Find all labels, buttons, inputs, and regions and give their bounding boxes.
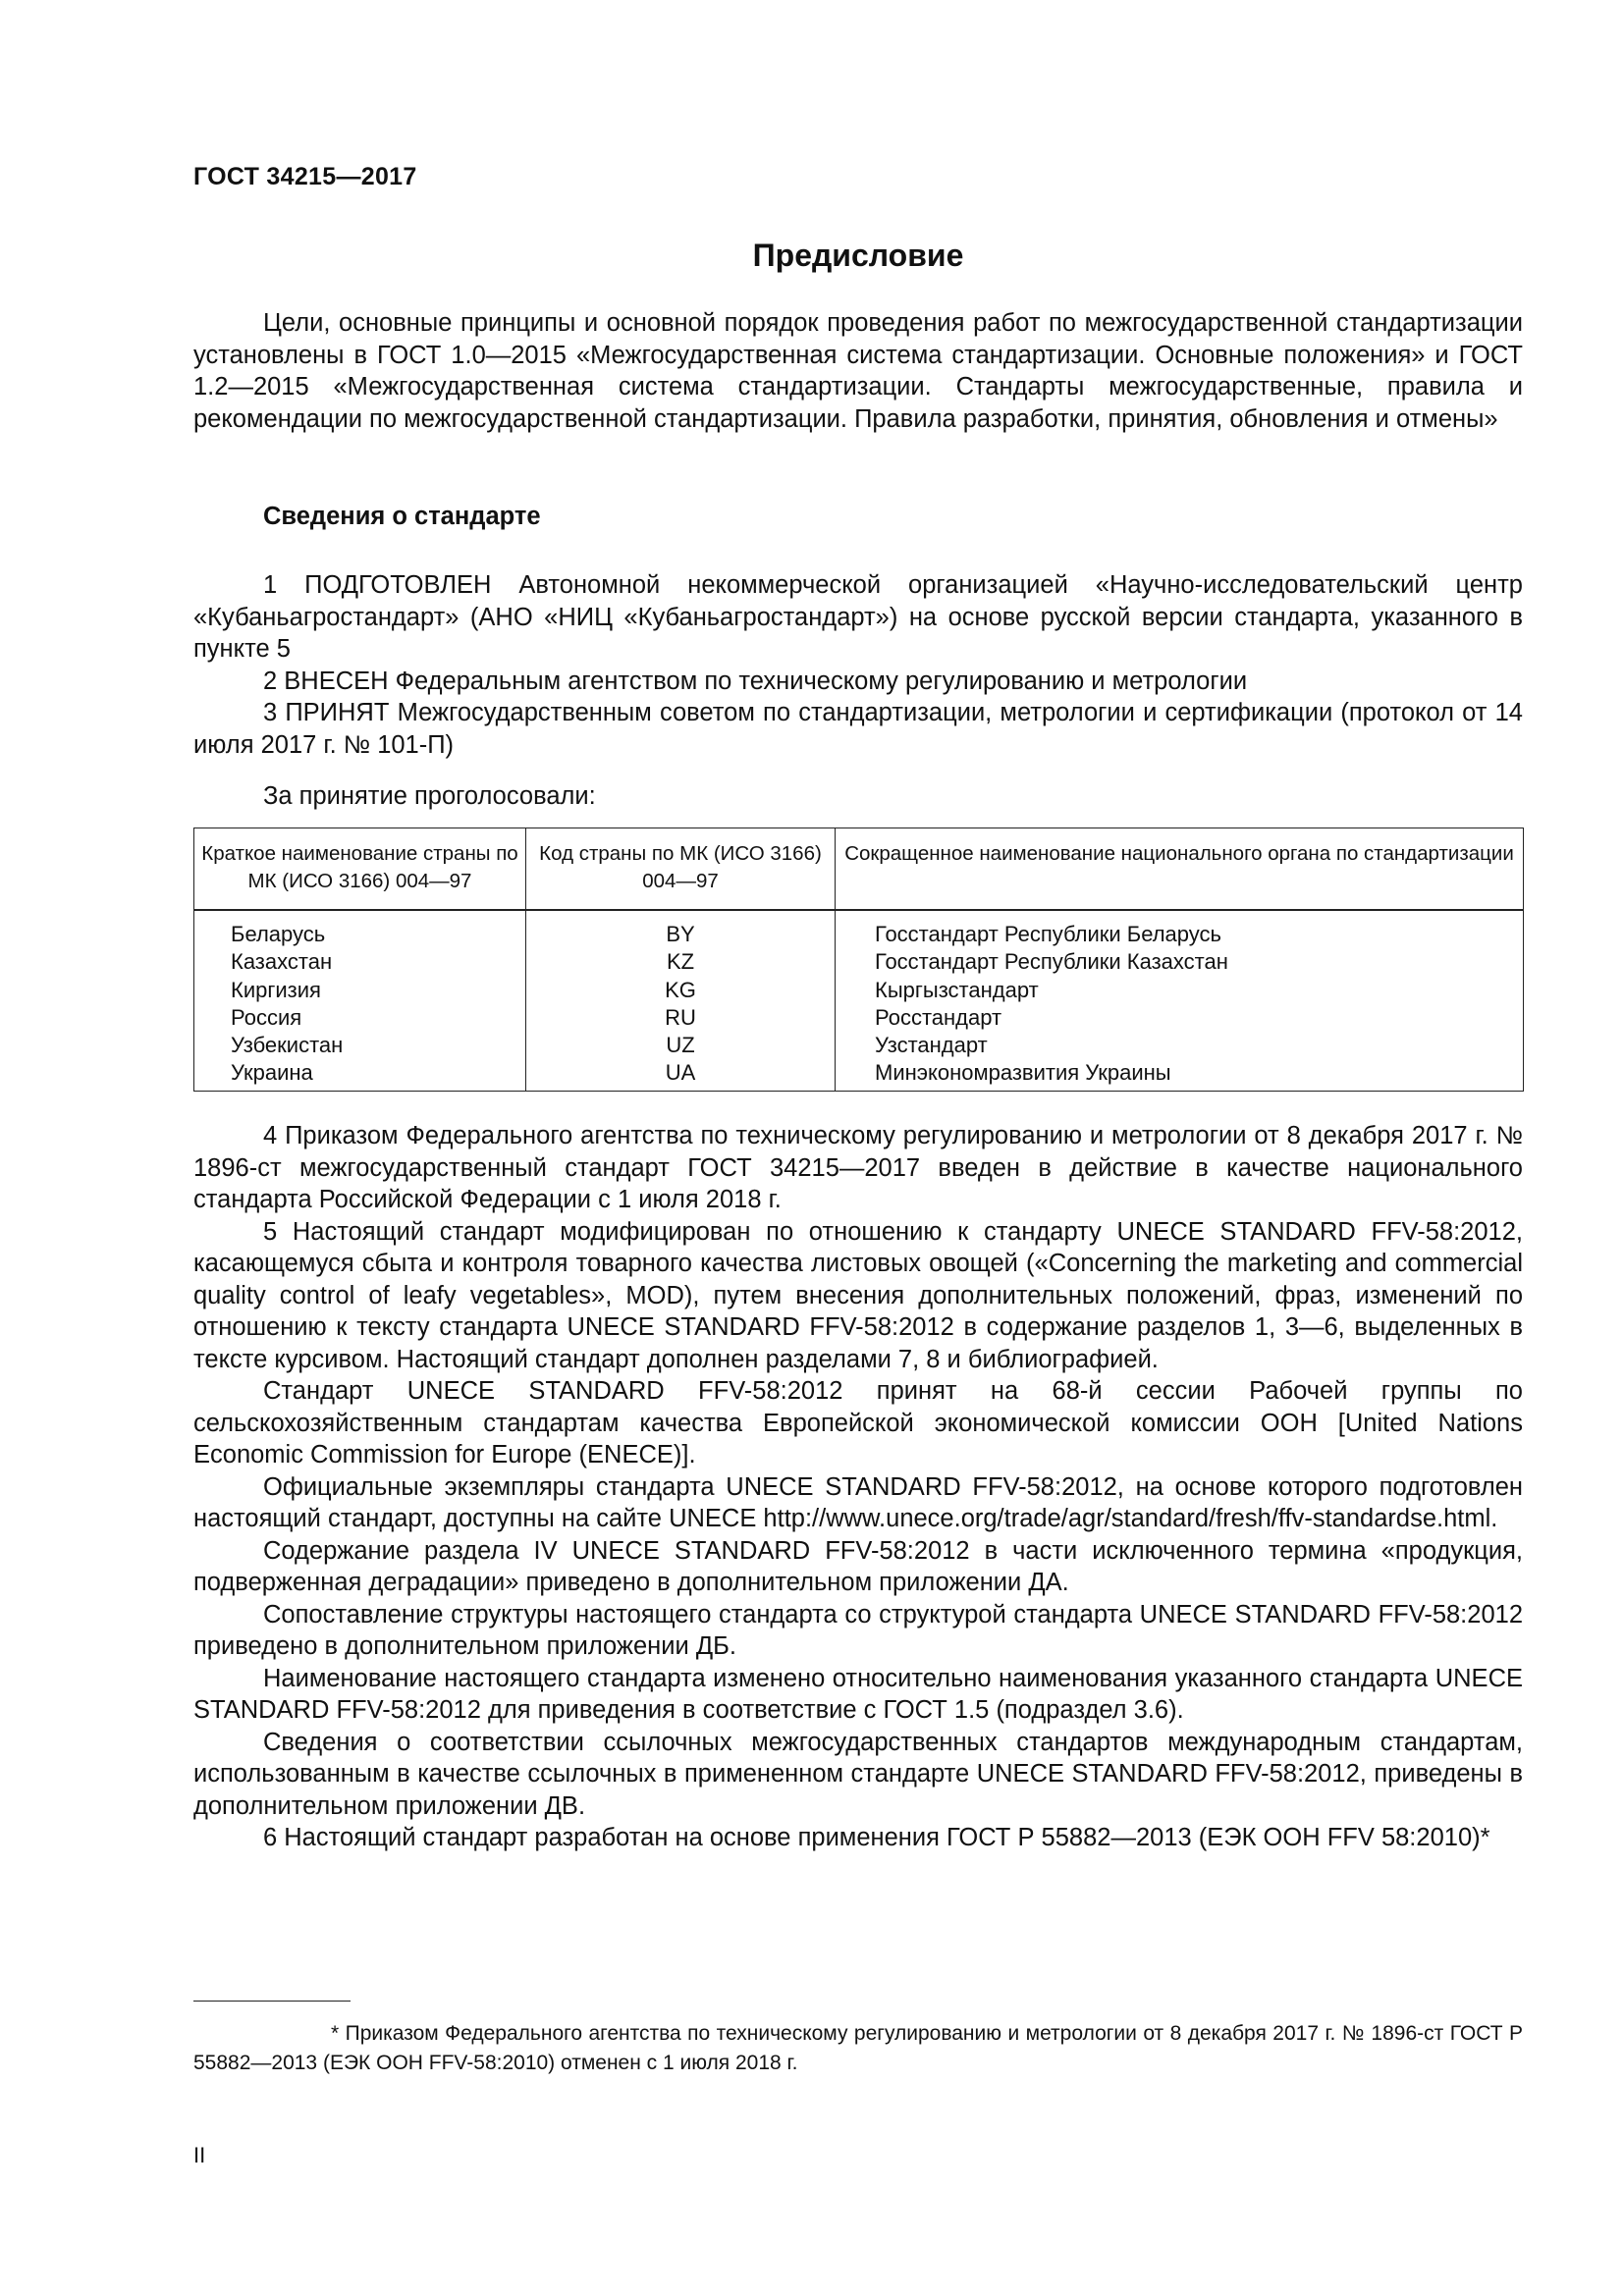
column-header-code: Код страны по МК (ИСО 3166) 004—97 (526, 828, 836, 911)
country-cell: Беларусь (194, 910, 526, 948)
page-title: Предисловие (752, 238, 964, 273)
code-cell: UA (526, 1059, 836, 1091)
country-cell: Узбекистан (194, 1032, 526, 1059)
agency-cell: Узстандарт (836, 1032, 1524, 1059)
info-paragraph-2: 2 ВНЕСЕН Федеральным агентством по техническому регулированию и метрологии (263, 667, 1248, 695)
table-row (194, 977, 1524, 1004)
standard-info-heading: Сведения о стандарте (263, 503, 541, 530)
info-paragraph-3: 3 ПРИНЯТ Межгосударственным советом по стандартизации, метрологии и сертификации (протокол от 14 июля 2017 г. № 101-П) (193, 699, 1523, 759)
info-paragraph-1: 1 ПОДГОТОВЛЕН Автономной некоммерческой организацией «Научно-исследовательский центр «Кубаньагростандарт» (АНО «НИЦ «Кубаньагростандарт») на основе русской версии стандарта, указанного в пункте 5 (193, 571, 1523, 663)
agency-cell: Кыргызстандарт (836, 977, 1524, 1004)
country-cell: Украина (194, 1059, 526, 1091)
code-cell: KG (526, 977, 836, 1004)
code-cell: RU (526, 1004, 836, 1032)
intro-paragraph: Цели, основные принципы и основной порядок проведения работ по межгосударственной стандартизации установлены в ГОСТ 1.0—2015 «Межгосударственная система стандартизации. Основные положения» и ГОСТ 1.2—2015 «Межгосударственная система стандартизации. Стандарты межгосударственные, правила и рекомендации по межгосударственной стандартизации. Правила разработки, принятия, обновления и отмены» (193, 309, 1523, 433)
table-row (194, 1032, 1524, 1059)
paragraph-4-enactment: 4 Приказом Федерального агентства по техническому регулированию и метрологии от 8 декабря 2017 г. № 1896-ст межгосударственный стандарт ГОСТ 34215—2017 введен в действие в качестве национального стандарта Российской Федерации с 1 июля 2018 г. (193, 1122, 1523, 1213)
code-cell: KZ (526, 948, 836, 976)
footnote-divider (193, 2001, 351, 2002)
country-cell: Киргизия (194, 977, 526, 1004)
agency-cell: Минэкономразвития Украины (836, 1059, 1524, 1091)
column-header-agency: Сокращенное наименование национального органа по стандартизации (836, 828, 1524, 911)
paragraph-title-change: Наименование настоящего стандарта изменено относительно наименования указанного стандарта UNECE STANDARD FFV-58:2012 для приведения в соответствие с ГОСТ 1.5 (подраздел 3.6). (193, 1664, 1523, 1724)
table-row (194, 948, 1524, 976)
paragraph-section-iv: Содержание раздела IV UNECE STANDARD FFV-58:2012 в части исключенного термина «продукция, подверженная деградации» приведено в дополнительном приложении ДА. (193, 1536, 1523, 1596)
table-header-row (194, 828, 1524, 911)
footnote-text: * Приказом Федерального агентства по техническому регулированию и метрологии от 8 декабря 2017 г. № 1896-ст ГОСТ Р 55882—2013 (ЕЭК ООН FFV-58:2010) отменен с 1 июля 2018 г. (193, 2022, 1523, 2074)
standard-info-section (193, 569, 1523, 761)
intro-section (193, 307, 1523, 435)
document-id-header: ГОСТ 34215—2017 (193, 163, 417, 190)
agency-cell: Росстандарт (836, 1004, 1524, 1032)
agency-cell: Госстандарт Республики Беларусь (836, 910, 1524, 948)
column-header-country: Краткое наименование страны по МК (ИСО 3166) 004—97 (194, 828, 526, 911)
country-cell: Казахстан (194, 948, 526, 976)
paragraph-6-basis: 6 Настоящий стандарт разработан на основе применения ГОСТ Р 55882—2013 (ЕЭК ООН FFV 58:2010)* (263, 1824, 1490, 1851)
country-cell: Россия (194, 1004, 526, 1032)
table-row (194, 1004, 1524, 1032)
table-row (194, 910, 1524, 948)
agency-cell: Госстандарт Республики Казахстан (836, 948, 1524, 976)
voting-table (193, 828, 1524, 1092)
table-row (194, 1059, 1524, 1091)
page-number: II (193, 2143, 206, 2167)
paragraph-references: Сведения о соответствии ссылочных межгосударственных стандартов международным стандартам, использованным в качестве ссылочных в примененном стандарте UNECE STANDARD FFV-58:2012, приведены в дополнительном приложении ДВ. (193, 1728, 1523, 1820)
paragraph-structure-comparison: Сопоставление структуры настоящего стандарта со структурой стандарта UNECE STANDARD FFV-58:2012 приведено в дополнительном приложении ДБ. (193, 1600, 1523, 1660)
paragraph-unece-adoption: Стандарт UNECE STANDARD FFV-58:2012 принят на 68-й сессии Рабочей группы по сельскохозяйственным стандартам качества Европейской экономической комиссии ООН [United Nations Economic Commission for Europe (ENECE)]. (193, 1377, 1523, 1468)
main-section (193, 1120, 1523, 1854)
vote-intro: За принятие проголосовали: (263, 782, 596, 810)
code-cell: BY (526, 910, 836, 948)
paragraph-official-copies: Официальные экземпляры стандарта UNECE STANDARD FFV-58:2012, на основе которого подготовлен настоящий стандарт, доступны на сайте UNECE http://www.unece.org/trade/agr/standard/fresh/ffv-standardse.html. (193, 1472, 1523, 1532)
footnote (193, 2019, 1523, 2078)
paragraph-5-modification: 5 Настоящий стандарт модифицирован по отношению к стандарту UNECE STANDARD FFV-58:2012, касающемуся сбыта и контроля товарного качества листовых овощей («Concerning the marketing and commercial quality control of leafy vegetables», MOD), путем внесения дополнительных положений, фраз, изменений по отношению к тексту стандарта UNECE STANDARD FFV-58:2012 в содержание разделов 1, 3—6, выделенных в тексте курсивом. Настоящий стандарт дополнен разделами 7, 8 и библиографией. (193, 1217, 1523, 1373)
code-cell: UZ (526, 1032, 836, 1059)
